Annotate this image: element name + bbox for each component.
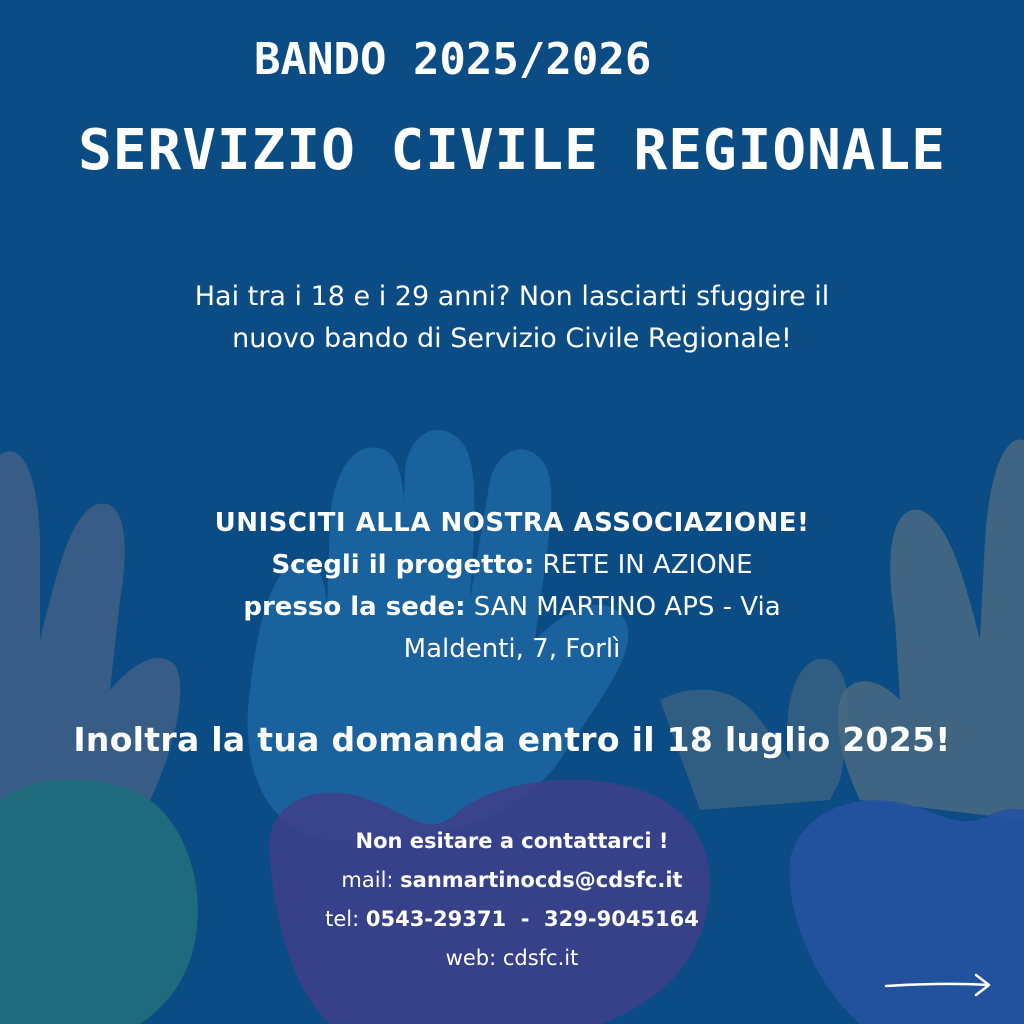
arrow-right-icon[interactable] [884, 970, 994, 1000]
contact-heading: Non esitare a contattarci ! [355, 829, 669, 853]
association-block [0, 502, 1024, 670]
web-line [312, 939, 712, 978]
page-title: SERVIZIO CIVILE REGIONALE [78, 118, 946, 183]
tel-line [312, 900, 712, 939]
tel-link[interactable]: 0543-29371 - 329-9045164 [365, 907, 699, 931]
association-heading: UNISCITI ALLA NOSTRA ASSOCIAZIONE! [214, 508, 810, 538]
intro-text [0, 276, 1024, 360]
teal-heart-shape [0, 779, 198, 1024]
project-value: RETE IN AZIONE [542, 550, 753, 580]
project-line [0, 544, 1024, 586]
contact-block [312, 822, 712, 978]
intro-line-1: Hai tra i 18 e i 29 anni? Non lasciarti sfuggire il [194, 281, 830, 312]
site-line [0, 586, 1024, 628]
site-label: presso la sede: [243, 592, 466, 622]
deadline-text: Inoltra la tua domanda entro il 18 luglio 2025! [73, 720, 951, 759]
project-label: Scegli il progetto: [271, 550, 535, 580]
intro-line-2: nuovo bando di Servizio Civile Regionale! [232, 323, 792, 354]
tel-label: tel: [325, 907, 360, 931]
mail-link[interactable]: sanmartinocds@cdsfc.it [400, 868, 683, 892]
title-year: BANDO 2025/2026 [254, 34, 652, 85]
site-line-2: Maldenti, 7, Forlì [403, 634, 621, 664]
web-label: web: [445, 946, 497, 970]
mail-line [312, 861, 712, 900]
mail-label: mail: [341, 868, 394, 892]
site-value: SAN MARTINO APS - Via [473, 592, 781, 622]
web-link[interactable]: cdsfc.it [502, 946, 579, 970]
